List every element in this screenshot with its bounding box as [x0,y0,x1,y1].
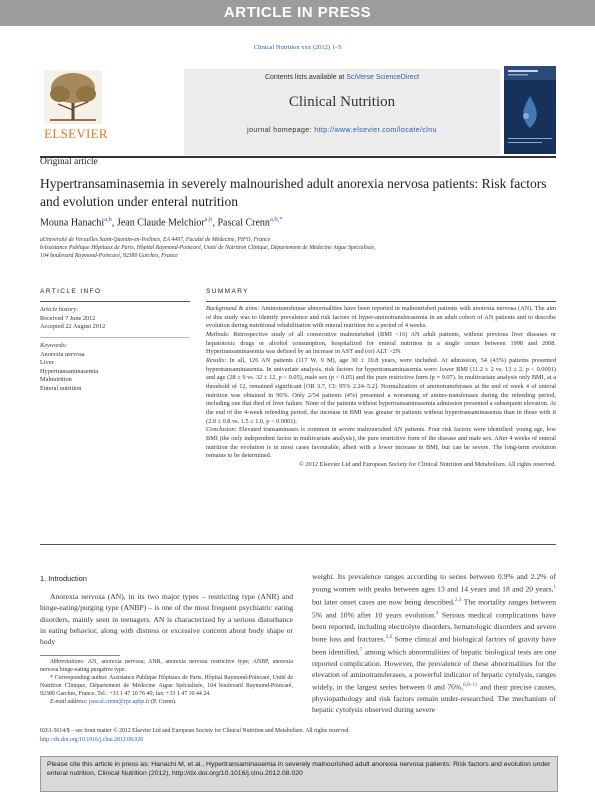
article-title: Hypertransaminasemia in severely malnourished adult anorexia nervosa patients: Risk factors and evolution under enteral nutrition [40,176,547,209]
email-footnote [40,698,293,706]
homepage-link[interactable]: http://www.elsevier.com/locate/clnu [314,127,437,134]
abstract-background [206,305,556,331]
journal-name: Clinical Nutrition [288,94,396,110]
history-label: Article history: [40,306,79,313]
introduction-heading: 1. Introduction [40,574,87,583]
journal-cover-image[interactable] [504,66,556,154]
intro-paragraph-continued [312,571,556,716]
elsevier-wordmark: ELSEVIER [44,126,108,141]
conclusion-text: Elevated transaminases is common in severe malnourished AN patients. Four risk factors were identified: young age, low BMI (the only independent factor in multivariate analysis), the pure restrictive form of the disease and male sex. After 4 weeks of enteral nutrition the evolution is in most cases favourable, albeit with a lower increase in BMI, but can be severe. The long-term evolution remains to be determined. [206,426,556,460]
accepted-date: Accepted 22 August 2012 [40,323,106,331]
intro-text: but later onset cases are now being described. [312,597,455,607]
abstract-methods [206,331,556,357]
author-affiliation-marker[interactable]: a,b [104,216,112,223]
intro-text: The mortality ranges between 5% and 10% after 10 years evolution. [312,597,556,620]
article-info-rule [40,301,190,302]
header-rule [40,156,556,158]
summary-heading: SUMMARY [206,288,249,295]
affiliation-b: bAssistance Publique Hôpitaux de Paris, Hôpital Raymond-Poincaré, Unité de Nutrition Clinique, Département de Médecine Aigue Spécialisée, [40,245,376,251]
abstract-bottom-rule [40,544,556,545]
email-label: E-mail address: [50,699,88,705]
results-label: Results: [206,356,227,364]
keyword: Anorexia nervosa [40,350,85,358]
homepage-prefix: journal homepage: [247,127,315,134]
citation-ref[interactable]: 4 [435,609,439,616]
intro-text: weight. Its prevalence ranges according to series between 0.9% and 2.2% of young women with peaks between ages 13 and 14 years and 18 and 20 years, [312,572,556,594]
author-affiliation-marker[interactable]: a,b [204,216,213,223]
author-name: Jean Claude Melchior [116,217,205,229]
keywords-label: Keywords: [40,342,68,349]
sciencedirect-link[interactable]: SciVerse ScienceDirect [346,74,420,81]
email-suffix: (P. Crenn). [149,699,177,705]
abbreviations-text: AN, anorexia nervosa; ANR, anorexia nervosa restrictive type; ANBP, anorexia nervosa binge-eating purgative type. [40,659,293,673]
background-text: Aminotransferase abnormalities have been reported in malnourished patients with anorexia nervosa (AN). The aim of this study was to identify prevalence and risk factors of hyper-aminotransferasemia in an adult cohort of AN patients and to describe evolution during nutritional rehabilitation with enteral nutrition for a period of 4 weeks. [206,305,557,330]
intro-text: among which abnormalities of hepatic biological tests are one reported complication. However, the prevalence of these abnormalities for the elevation of aminotransferases, a powerful indicator of hepatic cytolysis, ranges widely, in the largest series between 0 and 76%, [312,647,557,692]
abstract-conclusion [206,426,556,461]
author-affiliation-marker[interactable]: a,b,* [269,216,283,223]
intro-right-column [312,571,556,716]
citation-ref[interactable]: 6,8–11 [463,682,478,689]
methods-text: Retrospective study of all consecutive malnourished (BMI <16) AN adult patients, without previous liver diseases or hepatotoxic drugs or alcohol consumption, hospitalized for enteral nutrition in a single center between 1998 and 2008. Hypertransaminasemia was defined by an increase in AST and (or) ALT >2N. [206,330,556,356]
contents-line [184,74,500,81]
received-date: Received 7 June 2012 [40,314,96,322]
intro-text: and their precise causes, physiopathology and risk factors remain under-researched. The mechanism of hepatic cytolysis observed during severe [312,682,556,715]
keyword: Enteral nutrition [40,384,82,392]
abstract-body [206,305,556,469]
keyword: Liver [40,359,54,367]
issn-line: 0261-5614/$ – see front matter © 2012 Elsevier Ltd and European Society for Clinical Nutrition and Metabolism. All rights reserved. [40,728,350,734]
background-label: Background & aims: [206,305,260,312]
doi-link[interactable]: http://dx.doi.org/10.1016/j.clnu.2012.08.020 [40,737,144,743]
methods-label: Methods: [206,330,230,338]
keywords-block [40,342,98,394]
citation-ref[interactable]: 2,3 [454,597,462,604]
contents-prefix: Contents lists available at [264,74,347,81]
intro-paragraph: Anorexia nervosa (AN), in its two major types – restricting type (ANR) and binge-eating/purging type (ANBP) – is one of the most frequent psychiatric eating disorders, mainly seen in teenagers. AN is characterized by a serious disturbance in eating behavior, along with distress or excessive concern about body shape or body [40,592,293,647]
citation-notice-text: Please cite this article in press as: Hanachi M, et al., Hypertransaminasemia in severely malnourished adult anorexia nervosa patients: Risk factors and evolution under enteral nutrition, Clinical Nutrition (2012), http://dx.doi.org/10.1016/j.clnu.2012.08.020 [47,761,551,777]
author-name: Pascal Crenn [217,217,270,229]
banner-text: ARTICLE IN PRESS [223,4,372,21]
keywords-rule [40,337,190,338]
footnotes-block [40,658,293,706]
email-link[interactable]: pascal.crenn@rpc.aphp.fr [87,699,150,705]
summary-rule [206,301,556,302]
citation-ref[interactable]: 1 [553,584,556,591]
citation-ref[interactable]: 7 [359,646,363,653]
author-name: Mouna Hanachi [40,217,105,229]
article-in-press-banner [0,0,595,26]
masthead-box [184,69,500,155]
affiliation-b-address: 104 boulevard Raymond-Poincaré, 92380 Garches, France [40,253,178,259]
citation-notice-box [40,756,558,792]
abbreviations-label: Abbreviations: [50,659,85,665]
abstract-copyright: © 2012 Elsevier Ltd and European Society for Clinical Nutrition and Metabolism. All rights reserved. [299,460,556,468]
intro-text: Serious medical complications have been reported, including electrolyte disorders, hematologic disorders and severe bone loss and fractures. [312,610,556,644]
authors-line: Mouna Hanachi$^{a,b}$, Jean Claude Melchior$^{a,b}$, Pascal Crenn$^{a,b,*}$ [40,216,283,229]
abstract-results [206,357,556,426]
abbreviations-footnote [40,658,293,674]
intro-left-column [40,591,293,647]
conclusion-label: Conclusion: [206,426,237,434]
results-text: In all, 126 AN patients (117 W, 9 M), age 30 ± 10.8 years, were included. At admission, 54 (43%) patients presented hypertransaminasemia. In univariate analysis, risk factors for hypertransaminasemia were: lower BMI (11.2 ± 2 vs. 13 ± 2, p < 0.0001) and age (28 ± 9 vs. 32 ± 12, p < 0.05), male sex (p < 0.05) and the pure restrictive form (p = 0.07). In multivariate analysis only BMI, at a threshold of 12, remained significant [OR 3.7, CI: 95% 2.24–5.2]. Normalization of aminotransferases at the end of week 4 of enteral nutrition was obtained in 96%. Only 2/54 patients (4%) presented a worsening of amino-transferases during the refeeding period, including one that died of liver failure. None of the patients without hypertransaminasemia admission presented a subsequent elevation. At the end of the 4-week refeeding period, the increase in BMI was greater in patients without hypertransaminasemia than in those with it (2.0 ± 0.8 vs. 1.5 ± 1.0, p < 0.0001). [206,356,556,425]
footnote-rule [40,655,120,656]
article-type: Original article [40,157,98,167]
keyword: Hypertransaminasemia [40,367,99,375]
article-info-heading: ARTICLE INFO [40,288,102,295]
affiliation-a: aUniversité de Versailles Saint-Quentin-en-Yvelines, EA 4497, Faculté de Médecine, PIFO, France [40,237,271,243]
corresponding-author-footnote: * Corresponding author. Assistance Publique Hôpitaux de Paris, Hôpital Raymond-Poincaré, Unité de Nutrition Clinique, Département de Médecine Aigue Spécialisée, 104 boulevard Raymond-Poincaré, 92380 Garches, France. Tel.: +33 1 47 10 76 40; fax: +33 1 47 10 44 24. [40,675,293,697]
intro-text: Some clinical and biological factors of gravity have been identified, [312,634,556,657]
homepage-line [184,127,500,134]
citation-ref[interactable]: 3,6 [385,634,393,641]
article-history-block [40,306,105,332]
keyword: Malnutrition [40,376,72,384]
journal-reference[interactable]: Clinical Nutrition xxx (2012) 1–5 [253,44,342,51]
